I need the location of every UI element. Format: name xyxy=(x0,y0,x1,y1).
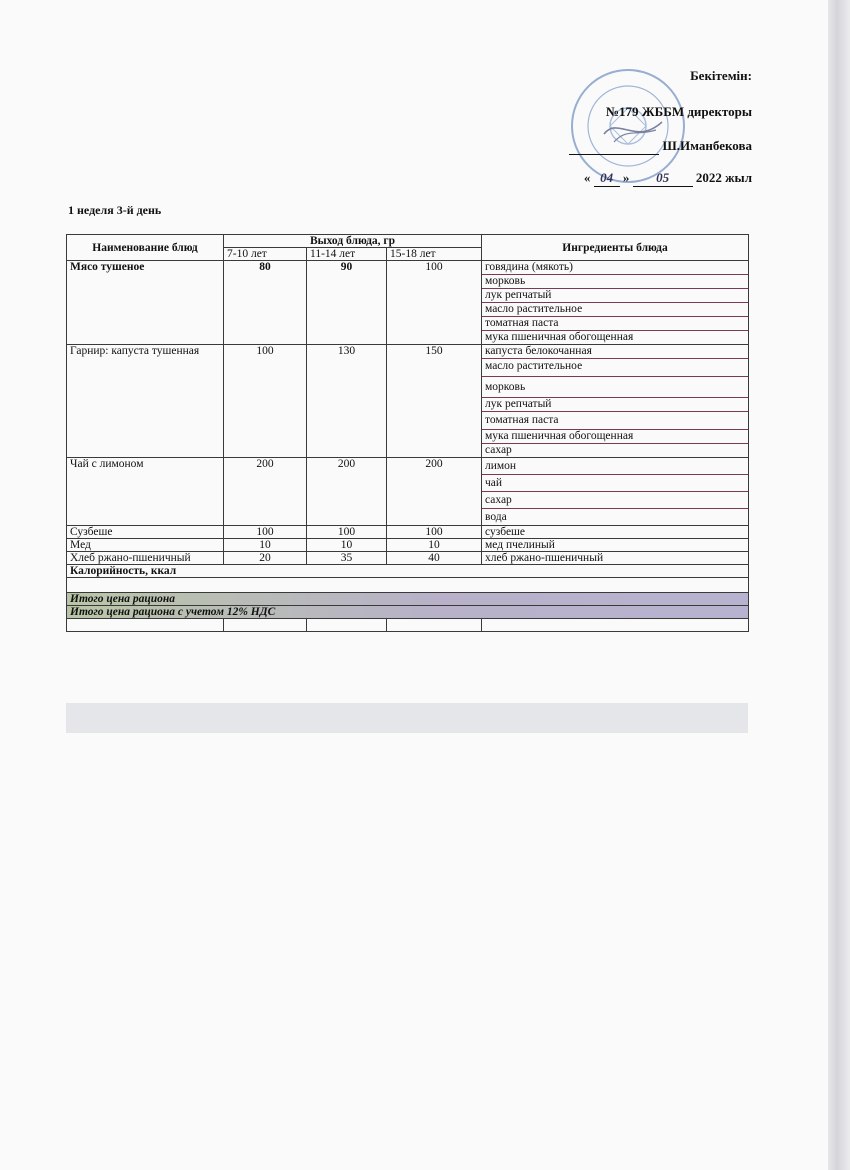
ingredient: капуста белокочанная xyxy=(482,345,748,359)
show-through-band xyxy=(66,703,748,733)
total-vat-row xyxy=(67,606,749,619)
dish-value: 100 xyxy=(224,526,307,539)
ingredient: томатная паста xyxy=(482,317,748,331)
dish-row xyxy=(67,261,749,345)
age-group: 11-14 лет xyxy=(307,248,387,261)
ingredient: лимон xyxy=(482,458,748,475)
ingredients-cell xyxy=(482,458,749,526)
ingredient: хлеб ржано-пшеничный xyxy=(482,552,749,565)
blank-row xyxy=(67,619,749,632)
dish-row xyxy=(67,458,749,526)
dish-name: Чай с лимоном xyxy=(67,458,224,526)
dish-value: 150 xyxy=(387,345,482,458)
empty-row xyxy=(67,578,749,593)
approval-name-line xyxy=(569,138,752,155)
ingredient: масло растительное xyxy=(482,303,748,317)
age-group: 15-18 лет xyxy=(387,248,482,261)
page-edge xyxy=(828,0,850,1170)
date-day: 04 xyxy=(594,170,620,187)
ingredient: мука пшеничная обогощенная xyxy=(482,430,748,444)
dish-value: 40 xyxy=(387,552,482,565)
ingredient: масло растительное xyxy=(482,359,748,377)
blank-cell xyxy=(387,619,482,632)
ingredient: томатная паста xyxy=(482,412,748,430)
header-dish-name: Наименование блюд xyxy=(67,235,224,261)
header-ingredients: Ингредиенты блюда xyxy=(482,235,749,261)
dish-value: 200 xyxy=(387,458,482,526)
header-output: Выход блюда, гр xyxy=(224,235,482,248)
ingredient: сахар xyxy=(482,492,748,509)
ingredient: сахар xyxy=(485,444,512,456)
age-group: 7-10 лет xyxy=(224,248,307,261)
ingredients-cell xyxy=(482,345,749,458)
header-row-1 xyxy=(67,235,749,248)
dish-value: 10 xyxy=(387,539,482,552)
calories-label: Калорийность, ккал xyxy=(67,565,749,578)
total-label: Итого цена рациона xyxy=(67,593,749,606)
quote-open: « xyxy=(583,170,591,185)
blank-cell xyxy=(307,619,387,632)
dish-value: 100 xyxy=(224,345,307,458)
menu-table xyxy=(66,234,749,632)
dish-value: 100 xyxy=(387,261,482,345)
dish-value: 80 xyxy=(224,261,307,345)
calories-row xyxy=(67,565,749,578)
ingredient: мука пшеничная обогощенная xyxy=(485,331,634,343)
dish-value: 100 xyxy=(387,526,482,539)
approval-date xyxy=(584,170,752,187)
dish-row xyxy=(67,526,749,539)
date-year: 2022 жыл xyxy=(695,170,752,185)
dish-value: 10 xyxy=(307,539,387,552)
dish-value: 130 xyxy=(307,345,387,458)
dish-value: 100 xyxy=(307,526,387,539)
ingredient: лук репчатый xyxy=(482,398,748,412)
ingredient: лук репчатый xyxy=(482,289,748,303)
date-month: 05 xyxy=(633,170,693,187)
ingredient: мед пчелиный xyxy=(482,539,749,552)
dish-row xyxy=(67,552,749,565)
blank-cell xyxy=(224,619,307,632)
blank-cell xyxy=(67,619,224,632)
dish-value: 20 xyxy=(224,552,307,565)
signature-line xyxy=(569,138,659,155)
ingredients-cell xyxy=(482,261,749,345)
dish-value: 200 xyxy=(307,458,387,526)
dish-name: Гарнир: капуста тушенная xyxy=(67,345,224,458)
approval-position: №179 ЖББМ директоры xyxy=(605,104,752,119)
dish-name: Сузбеше xyxy=(67,526,224,539)
total-vat-label: Итого цена рациона с учетом 12% НДС xyxy=(67,606,749,619)
ingredient: морковь xyxy=(482,275,748,289)
total-row xyxy=(67,593,749,606)
dish-row xyxy=(67,539,749,552)
dish-name: Мясо тушеное xyxy=(67,261,224,345)
blank-cell xyxy=(482,619,749,632)
ingredient: сузбеше xyxy=(482,526,749,539)
quote-close: » xyxy=(622,170,630,185)
empty-cell xyxy=(67,578,749,593)
ingredient: чай xyxy=(482,475,748,492)
ingredient: вода xyxy=(485,511,507,523)
approval-title: Бекітемін: xyxy=(690,68,752,83)
dish-value: 200 xyxy=(224,458,307,526)
ingredient: говядина (мякоть) xyxy=(482,261,748,275)
dish-value: 35 xyxy=(307,552,387,565)
week-day-title: 1 неделя 3-й день xyxy=(68,203,162,217)
approval-name: Ш.Иманбекова xyxy=(662,138,752,153)
ingredient: морковь xyxy=(482,377,748,398)
dish-row xyxy=(67,345,749,458)
dish-value: 90 xyxy=(307,261,387,345)
dish-value: 10 xyxy=(224,539,307,552)
dish-name: Мед xyxy=(67,539,224,552)
dish-name: Хлеб ржано-пшеничный xyxy=(67,552,224,565)
